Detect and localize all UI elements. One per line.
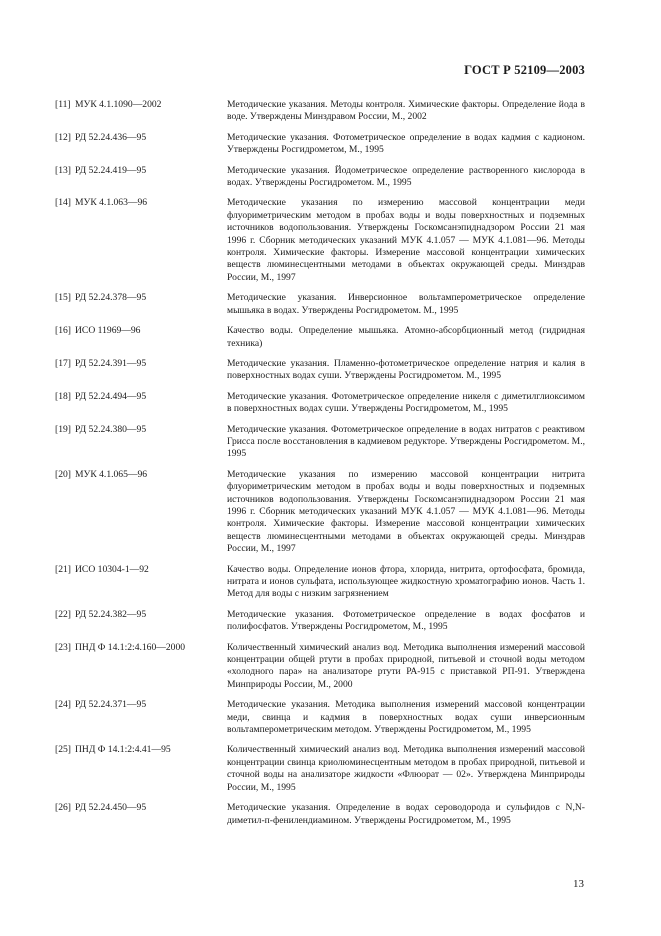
- reference-designation: [55, 292, 227, 317]
- reference-item: [55, 564, 585, 601]
- reference-title: Методические указания. Фотометрическое определение в водах кадмия с кадионом. Утверждены Росгидрометом, М., 1995: [227, 131, 585, 156]
- reference-item: [55, 132, 585, 157]
- reference-item: [55, 642, 585, 692]
- reference-number: [25]: [55, 744, 71, 756]
- reference-code: РД 52.24.419—95: [75, 164, 147, 176]
- reference-designation: [55, 197, 227, 284]
- reference-code: ПНД Ф 14.1:2:4.160—2000: [75, 641, 186, 653]
- reference-item: [55, 325, 585, 350]
- reference-designation: [55, 699, 227, 736]
- reference-title: Качество воды. Определение мышьяка. Атомно-абсорбционный метод (гидридная техника): [227, 325, 585, 349]
- reference-number: [15]: [55, 292, 71, 304]
- reference-title: Количественный химический анализ вод. Методика выполнения измерений массовой концентрации свинца криолюминесцентным методом в пробах природной, питьевой и сточной воды на анализаторе жидкости «Флюорат — 02». Утверждена Минприроды России, М., 1995: [227, 744, 585, 793]
- reference-item: [55, 197, 585, 284]
- reference-designation: [55, 564, 227, 601]
- reference-number: [22]: [55, 608, 71, 620]
- reference-title: Методические указания по измерению массовой концентрации нитрита флуориметрическим методом в пробах воды и воды поверхностных и подземных источников водопользования. Утверждены Госкомсанэпиднадзором России 21 мая 1996 г. Сборник методических указаний МУК 4.1.057 — МУК 4.1.081—96. Методы контроля. Химические факторы. Измерение массовой концентрации химических веществ люминесцентными методами в объектах окружающей среды. Минздрав России, М., 1997: [227, 468, 585, 555]
- reference-item: [55, 744, 585, 794]
- reference-designation: [55, 424, 227, 461]
- reference-item: [55, 609, 585, 634]
- reference-designation: [55, 325, 227, 350]
- reference-title: Методические указания. Фотометрическое определение никеля с диметилглиоксимом в поверхностных водах суши. Утверждены Росгидрометом, М., 1995: [227, 390, 585, 415]
- reference-designation: [55, 132, 227, 157]
- reference-code: ПНД Ф 14.1:2:4.41—95: [75, 744, 171, 756]
- reference-number: [23]: [55, 641, 71, 653]
- reference-designation: [55, 744, 227, 794]
- reference-designation: [55, 165, 227, 190]
- reference-code: МУК 4.1.063—96: [75, 197, 148, 209]
- reference-designation: [55, 391, 227, 416]
- reference-number: [11]: [55, 99, 71, 110]
- reference-item: [55, 802, 585, 827]
- reference-title: Методические указания. Методика выполнения измерений массовой концентрации меди, свинца и кадмия в поверхностных водах суши инверсионным вольтамперометрическим методом. Утверждены Росгидрометом, М., 1995: [227, 699, 585, 736]
- reference-number: [18]: [55, 390, 71, 402]
- reference-code: МУК 4.1.1090—2002: [75, 99, 162, 110]
- reference-code: РД 52.24.450—95: [75, 802, 147, 814]
- reference-title: Качество воды. Определение ионов фтора, хлорида, нитрита, ортофосфата, бромида, нитрата и ионов сульфата, использующее жидкостную хроматографию ионов. Часть 1. Метод для воды с низким загрязнением: [227, 563, 585, 600]
- reference-item: [55, 165, 585, 190]
- reference-number: [13]: [55, 164, 71, 176]
- reference-number: [24]: [55, 699, 71, 711]
- reference-number: [16]: [55, 325, 71, 337]
- reference-title: Количественный химический анализ вод. Методика выполнения измерений массовой концентрации общей ртути в пробах природной, питьевой и сточной воды методом «холодного пара» на анализаторе ртути РА-915 с приставкой РП-91. Утверждена Минприроды России, М., 2000: [227, 641, 585, 690]
- reference-designation: [55, 642, 227, 692]
- reference-number: [20]: [55, 468, 71, 480]
- reference-code: РД 52.24.378—95: [75, 292, 147, 304]
- reference-item: [55, 99, 585, 124]
- reference-number: [26]: [55, 802, 71, 814]
- reference-item: [55, 699, 585, 736]
- reference-code: РД 52.24.436—95: [75, 131, 147, 143]
- reference-code: РД 52.24.494—95: [75, 390, 147, 402]
- reference-code: ИСО 11969—96: [75, 325, 141, 337]
- reference-designation: [55, 358, 227, 383]
- reference-code: МУК 4.1.065—96: [75, 468, 148, 480]
- reference-designation: [55, 99, 227, 124]
- reference-designation: [55, 469, 227, 556]
- reference-number: [17]: [55, 357, 71, 369]
- reference-number: [14]: [55, 197, 71, 209]
- page-number: 13: [573, 878, 584, 890]
- reference-list: [55, 99, 585, 827]
- reference-code: РД 52.24.391—95: [75, 357, 147, 369]
- reference-title: Методические указания. Методы контроля. Химические факторы. Определение йода в воде. Утверждены Минздравом России, М., 2002: [227, 99, 585, 123]
- reference-title: Методические указания. Пламенно-фотометрическое определение натрия и калия в поверхностных водах суши. Утверждены Росгидрометом. М., 1995: [227, 357, 585, 382]
- reference-designation: [55, 609, 227, 634]
- reference-number: [19]: [55, 423, 71, 435]
- reference-item: [55, 292, 585, 317]
- reference-title: Методические указания. Определение в водах сероводорода и сульфидов с N,N-диметил-п-фенилендиамином. Утверждены Росгидрометом, М., 1995: [227, 802, 585, 826]
- reference-item: [55, 391, 585, 416]
- reference-code: РД 52.24.380—95: [75, 423, 147, 435]
- reference-designation: [55, 802, 227, 827]
- reference-title: Методические указания. Инверсионное вольтамперометрическое определение мышьяка в водах. Утверждены Росгидрометом. М., 1995: [227, 292, 585, 316]
- reference-title: Методические указания. Фотометрическое определение в водах нитратов с реактивом Грисса после восстановления в кадмиевом редукторе. Утверждены Росгидрометом. М., 1995: [227, 423, 585, 460]
- reference-number: [12]: [55, 131, 71, 143]
- reference-code: ИСО 10304-1—92: [75, 563, 149, 575]
- reference-code: РД 52.24.382—95: [75, 608, 147, 620]
- reference-code: РД 52.24.371—95: [75, 699, 147, 711]
- reference-item: [55, 358, 585, 383]
- reference-title: Методические указания. Фотометрическое определение в водах фосфатов и полифосфатов. Утверждены Росгидрометом, М., 1995: [227, 608, 585, 633]
- reference-item: [55, 424, 585, 461]
- standard-header: ГОСТ Р 52109—2003: [464, 63, 585, 77]
- reference-title: Методические указания по измерению массовой концентрации меди флуориметрическим методом в пробах воды и воды поверхностных и подземных источников водопользования. Утверждены Госкомсанэпиднадзором России 21 мая 1996 г. Сборник методических указаний МУК 4.1.057 — МУК 4.1.081—96. Методы контроля. Химические факторы. Измерение массовой концентрации химических веществ люминесцентными методами в объектах окружающей среды. Минздрав России, М., 1997: [227, 197, 585, 283]
- reference-item: [55, 469, 585, 556]
- reference-title: Методические указания. Йодометрическое определение растворенного кислорода в водах. Утверждены Росгидрометом. М., 1995: [227, 164, 585, 189]
- reference-number: [21]: [55, 563, 71, 575]
